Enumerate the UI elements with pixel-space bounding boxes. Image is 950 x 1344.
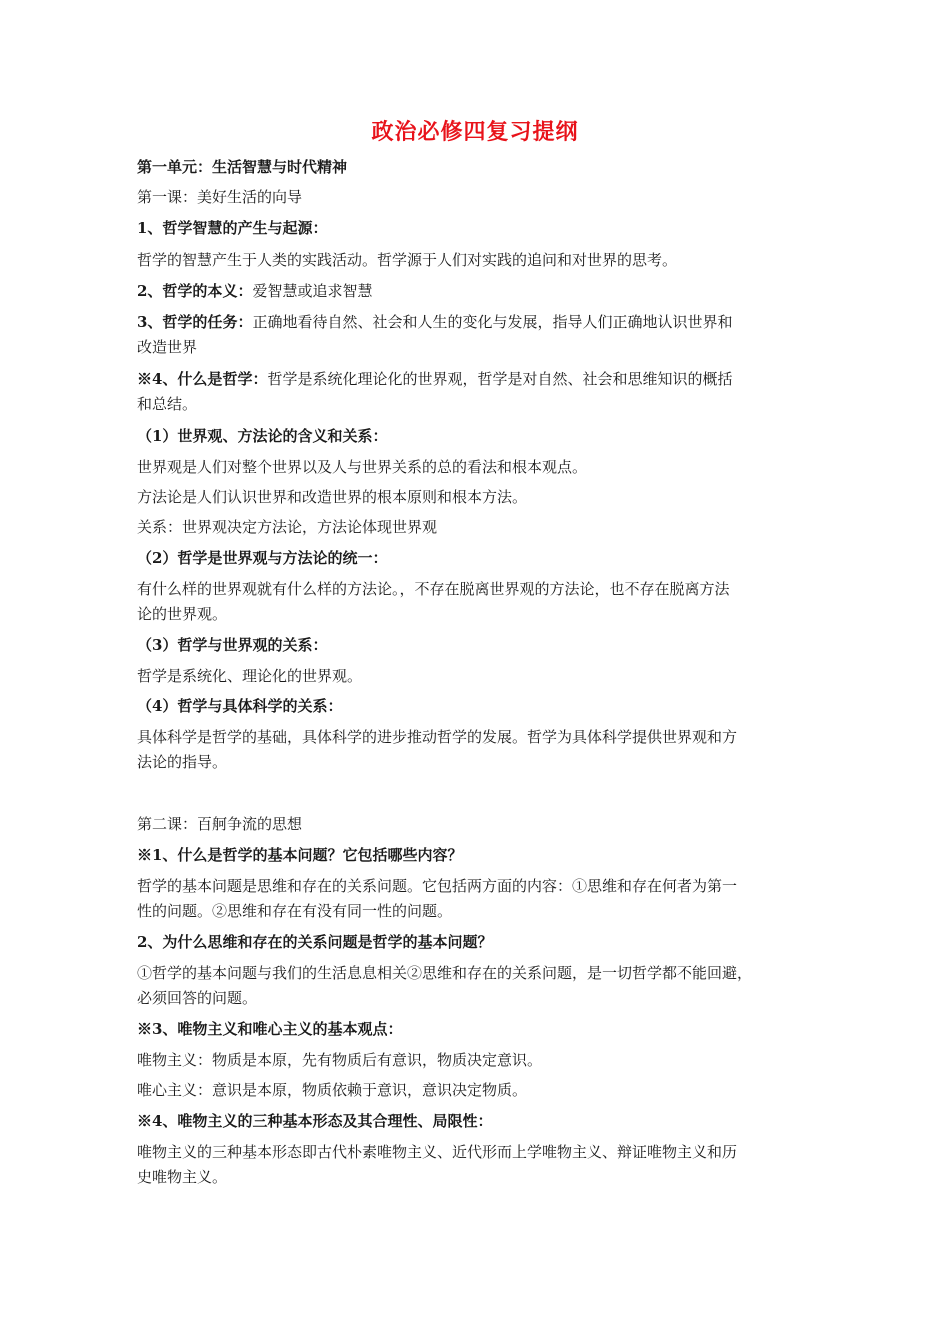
- paragraph: ①哲学的基本问题与我们的生活息息相关②思维和存在的关系问题，是一切哲学都不能回避，: [137, 964, 753, 982]
- paragraph: 关系：世界观决定方法论，方法论体现世界观: [137, 518, 438, 536]
- paragraph: 具体科学是哲学的基础，具体科学的进步推动哲学的发展。哲学为具体科学提供世界观和方: [137, 728, 738, 746]
- paragraph: 和总结。: [137, 395, 198, 413]
- paragraph: 有什么样的世界观就有什么样的方法论。，不存在脱离世界观的方法论，也不存在脱离方法: [137, 580, 730, 598]
- question-answer: 正确地看待自然、社会和人生的变化与发展，指导人们正确地认识世界和: [252, 313, 733, 331]
- subsection-heading: （2）哲学是世界观与方法论的统一：: [137, 549, 388, 567]
- question-answer: 爱智慧或追求智慧: [252, 282, 373, 300]
- question-answer: 哲学是系统化理论化的世界观，哲学是对自然、社会和思维知识的概括: [267, 370, 733, 388]
- paragraph: 史唯物主义。: [137, 1168, 228, 1186]
- subsection-heading: （1）世界观、方法论的含义和关系：: [137, 427, 388, 445]
- question-heading: 2、哲学的本义：: [137, 282, 253, 300]
- subsection-heading: （4）哲学与具体科学的关系：: [137, 697, 343, 715]
- paragraph: 方法论是人们认识世界和改造世界的根本原则和根本方法。: [137, 488, 528, 506]
- lesson-heading: 第一课：美好生活的向导: [137, 188, 303, 206]
- question-heading: 1、哲学智慧的产生与起源：: [137, 219, 328, 237]
- document-title: 政治必修四复习提纲: [371, 119, 579, 145]
- paragraph: 唯心主义：意识是本原，物质依赖于意识，意识决定物质。: [137, 1081, 528, 1099]
- question-line: [137, 279, 817, 304]
- paragraph: 论的世界观。: [137, 605, 228, 623]
- subsection-heading: （3）哲学与世界观的关系：: [137, 636, 328, 654]
- paragraph: 性的问题。②思维和存在有没有同一性的问题。: [137, 902, 453, 920]
- question-line: [137, 367, 817, 392]
- question-heading: ※4、唯物主义的三种基本形态及其合理性、局限性：: [137, 1112, 493, 1130]
- paragraph: 唯物主义：物质是本原，先有物质后有意识，物质决定意识。: [137, 1051, 543, 1069]
- question-heading: ※3、唯物主义和唯心主义的基本观点：: [137, 1020, 403, 1038]
- lesson-heading: 第二课：百舸争流的思想: [137, 815, 303, 833]
- paragraph: 法论的指导。: [137, 753, 228, 771]
- paragraph: 必须回答的问题。: [137, 989, 258, 1007]
- paragraph: 哲学的智慧产生于人类的实践活动。哲学源于人们对实践的追问和对世界的思考。: [137, 251, 678, 269]
- question-line: [137, 310, 817, 335]
- question-heading: ※4、什么是哲学：: [137, 370, 268, 388]
- question-heading: ※1、什么是哲学的基本问题？它包括哪些内容？: [137, 846, 463, 864]
- paragraph: 世界观是人们对整个世界以及人与世界关系的总的看法和根本观点。: [137, 458, 588, 476]
- paragraph: 改造世界: [137, 338, 198, 356]
- question-heading: 3、哲学的任务：: [137, 313, 253, 331]
- paragraph: 哲学是系统化、理论化的世界观。: [137, 667, 363, 685]
- paragraph: 唯物主义的三种基本形态即古代朴素唯物主义、近代形而上学唯物主义、辩证唯物主义和历: [137, 1143, 738, 1161]
- paragraph: 哲学的基本问题是思维和存在的关系问题。它包括两方面的内容：①思维和存在何者为第一: [137, 877, 738, 895]
- unit-heading: 第一单元：生活智慧与时代精神: [137, 158, 348, 176]
- question-heading: 2、为什么思维和存在的关系问题是哲学的基本问题？: [137, 933, 493, 951]
